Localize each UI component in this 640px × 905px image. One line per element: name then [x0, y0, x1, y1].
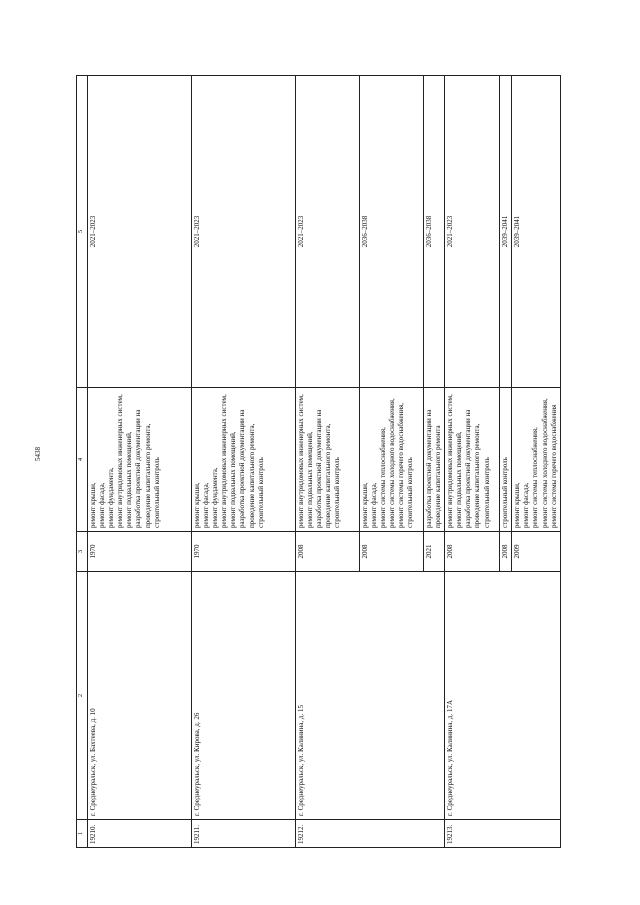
table-row	[192, 76, 296, 848]
row-period: 2036–2038	[424, 76, 445, 388]
table-frame	[76, 76, 600, 848]
row-address: г. Среднеуральск, ул. Калинина, д. 17А	[445, 572, 561, 820]
table-row	[445, 76, 500, 848]
table-row	[296, 76, 360, 848]
page-number: 5438	[34, 447, 42, 461]
row-period: 2036–2038	[360, 76, 424, 388]
row-year: 2009	[512, 532, 560, 572]
row-works: разработка проектной документации на проведение капитального ремонта	[424, 388, 445, 532]
table-row	[88, 76, 192, 848]
row-works: ремонт внутридомовых инженерных систем, ремонт подвальных помещений, разработка проектной документации на проведение капитального ремонта, строительный контроль	[296, 388, 360, 532]
row-works: ремонт крыши, ремонт фасада, ремонт фундамента, ремонт внутридомовых инженерных систем, ремонт подвальных помещений, разработка проектной документации на проведение капитального ремонта, строительный контроль	[88, 388, 192, 532]
header-col-4: 4	[77, 388, 88, 532]
row-number: 19213.	[445, 820, 561, 848]
header-col-1: 1	[77, 820, 88, 848]
header-col-2: 2	[77, 572, 88, 820]
row-period: 2021–2023	[88, 76, 192, 388]
header-row	[77, 76, 88, 848]
row-number: 19211.	[192, 820, 296, 848]
row-address: г. Среднеуральск, ул. Бахтеева, д. 10	[88, 572, 192, 820]
row-works: ремонт внутридомовых инженерных систем, ремонт подвальных помещений, разработка проектной документации на проведение капитального ремонта, строительный контроль	[445, 388, 500, 532]
row-period: 2021–2023	[445, 76, 500, 388]
capital-repair-table	[76, 75, 561, 848]
row-year: 1970	[192, 532, 296, 572]
row-period: 2021–2023	[192, 76, 296, 388]
row-period: 2021–2023	[296, 76, 360, 388]
row-year: 2008	[445, 532, 500, 572]
row-number: 19212.	[296, 820, 445, 848]
row-works: ремонт крыши, ремонт фасада, ремонт фундамента, ремонт внутридомовых инженерных систем, ремонт подвальных помещений, разработка проектной документации на проведение капитального ремонта, строительный контроль	[192, 388, 296, 532]
row-address: г. Среднеуральск, ул. Калинина, д. 15	[296, 572, 445, 820]
header-col-5: 5	[77, 76, 88, 388]
row-year: 2008	[360, 532, 424, 572]
row-period: 2039–2041	[512, 76, 560, 388]
row-year: 1970	[88, 532, 192, 572]
row-address: г. Среднеуральск, ул. Кирова, д. 26	[192, 572, 296, 820]
rotated-table-container	[76, 76, 600, 848]
header-col-3: 3	[77, 532, 88, 572]
row-works: строительный контроль	[500, 388, 512, 532]
row-works: ремонт крыши, ремонт фасада, ремонт системы теплоснабжения, ремонт системы холодного водоснабжения, ремонт системы горячего водоснабжения, строительный контроль	[360, 388, 424, 532]
row-year: 2008	[500, 532, 512, 572]
row-period: 2039–2041	[500, 76, 512, 388]
row-works: ремонт крыши, ремонт фасада, ремонт системы теплоснабжения, ремонт системы холодного водоснабжения, ремонт системы горячего водоснабжения	[512, 388, 560, 532]
row-year: 2008	[296, 532, 360, 572]
row-number: 19210.	[88, 820, 192, 848]
row-year: 2021	[424, 532, 445, 572]
